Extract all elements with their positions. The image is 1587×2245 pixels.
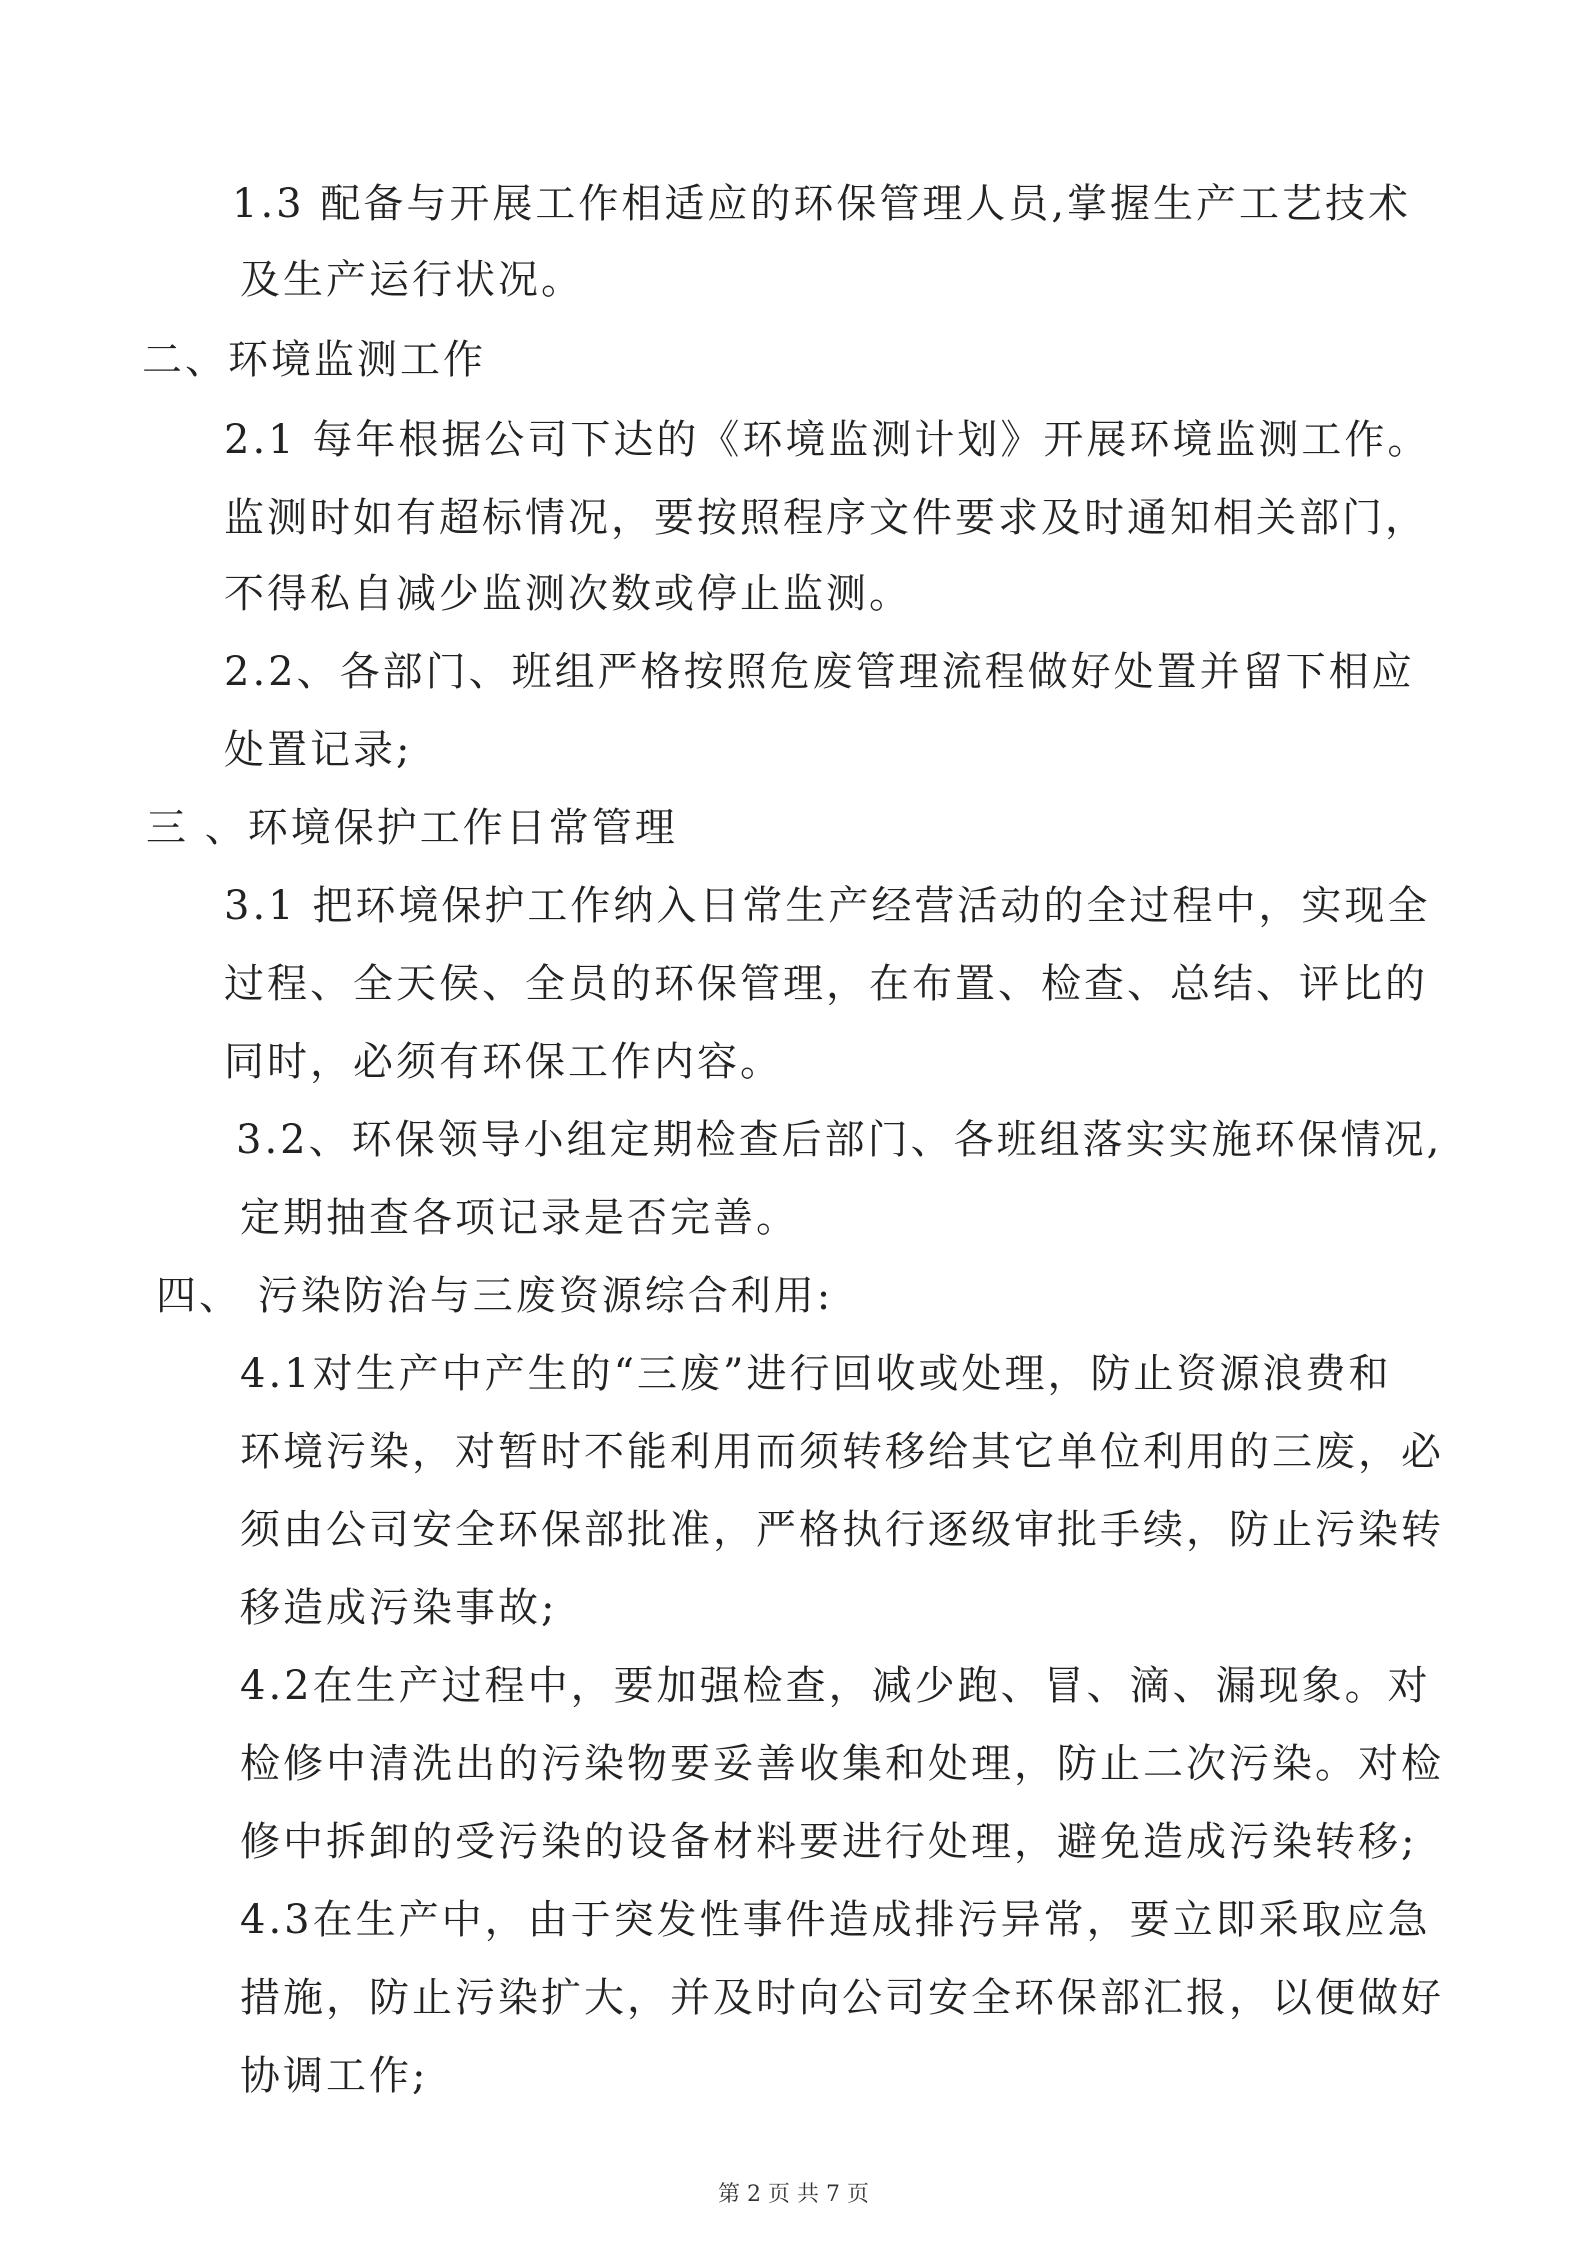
text-line: 及生产运行状况。 [240, 257, 584, 303]
text-line: 措施，防止污染扩大，并及时向公司安全环保部汇报，以便做好 [240, 1975, 1444, 2021]
text-line: 修中拆卸的受污染的设备材料要进行处理，避免造成污染转移; [240, 1819, 1418, 1865]
text-line: 2.1 每年根据公司下达的《环境监测计划》开展环境监测工作。 [224, 417, 1431, 463]
text-line: 检修中清洗出的污染物要妥善收集和处理，防止二次污染。对检 [240, 1741, 1444, 1787]
text-line: 须由公司安全环保部批准，严格执行逐级审批手续，防止污染转 [240, 1507, 1444, 1553]
text-line: 定期抽查各项记录是否完善。 [240, 1195, 799, 1241]
text-line: 处置记录; [224, 727, 413, 773]
text-line: 移造成污染事故; [240, 1585, 558, 1631]
text-line: 监测时如有超标情况，要按照程序文件要求及时通知相关部门， [224, 495, 1428, 541]
text-line: 3.1 把环境保护工作纳入日常生产经营活动的全过程中，实现全 [224, 883, 1431, 929]
section-heading: 二、环境监测工作 [142, 337, 486, 383]
text-line: 4.1对生产中产生的“三废”进行回收或处理，防止资源浪费和 [240, 1351, 1392, 1397]
text-line: 环境污染，对暂时不能利用而须转移给其它单位利用的三废，必 [240, 1429, 1444, 1475]
text-line: 同时，必须有环保工作内容。 [224, 1039, 783, 1085]
text-line: 1.3 配备与开展工作相适应的环保管理人员,掌握生产工艺技术 [232, 181, 1412, 227]
text-line: 过程、全天侯、全员的环保管理，在布置、检查、总结、评比的 [224, 961, 1428, 1007]
section-heading: 三 、环境保护工作日常管理 [146, 805, 678, 851]
text-line: 不得私自减少监测次数或停止监测。 [224, 571, 912, 617]
text-line: 4.2在生产过程中，要加强检查，减少跑、冒、滴、漏现象。对 [240, 1663, 1431, 1709]
text-line: 4.3在生产中，由于突发性事件造成排污异常，要立即采取应急 [240, 1897, 1431, 1943]
page-footer: 第 2 页 共 7 页 [718, 2182, 869, 2207]
text-line: 3.2、环保领导小组定期检查后部门、各班组落实实施环保情况, [236, 1117, 1443, 1163]
section-heading: 四、 污染防治与三废资源综合利用: [156, 1273, 834, 1319]
text-line: 协调工作; [240, 2053, 429, 2099]
text-line: 2.2、各部门、班组严格按照危废管理流程做好处置并留下相应 [224, 649, 1415, 695]
